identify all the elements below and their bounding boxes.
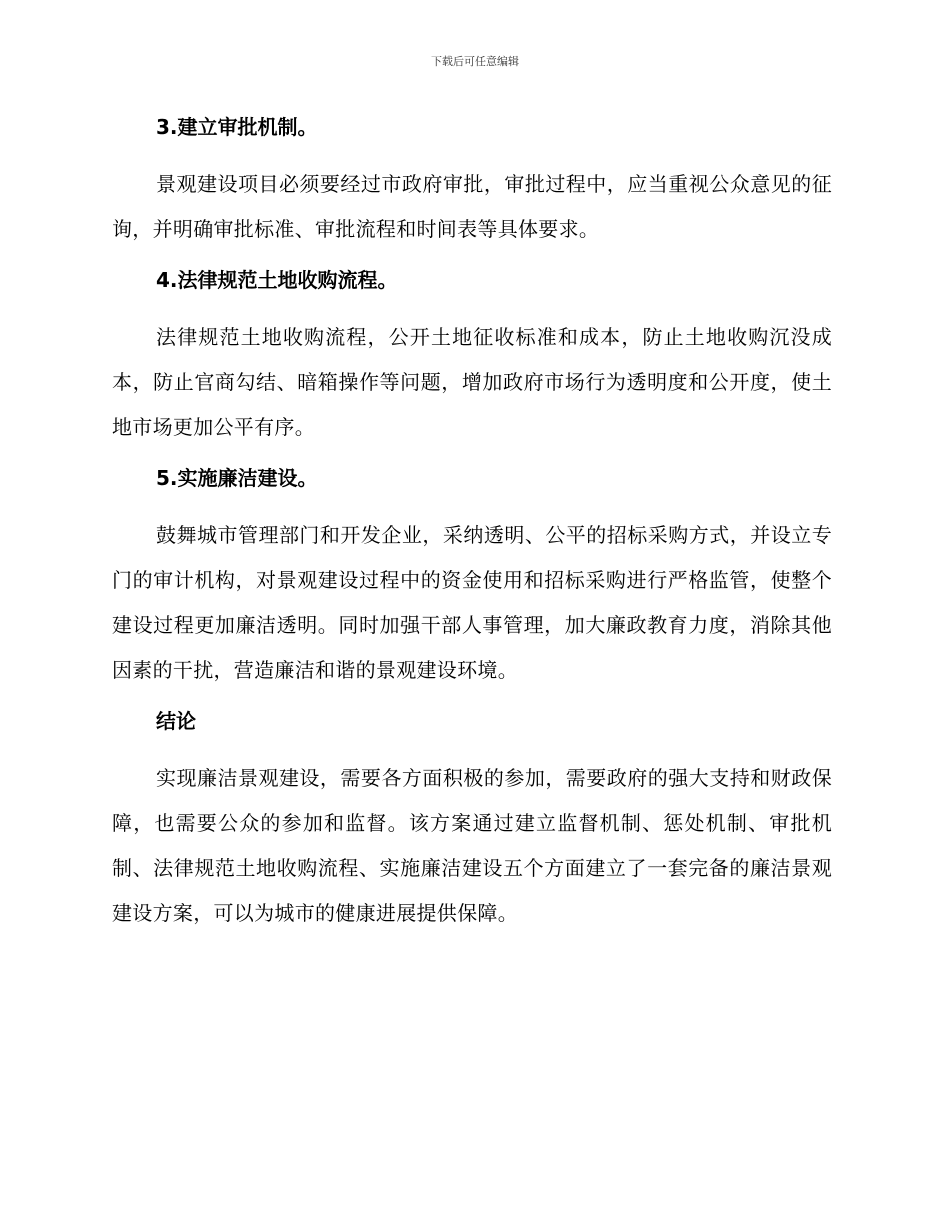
document-body [112,112,832,949]
section-paragraph: 实现廉洁景观建设，需要各方面积极的参加，需要政府的强大支持和财政保障，也需要公众的参加和监督。该方案通过建立监督机制、惩处机制、审批机制、法律规范土地收购流程、实施廉洁建设五个方面建立了一套完备的廉洁景观建设方案，可以为城市的健康进展提供保障。 [112,766,832,925]
section-heading: 结论 [156,709,196,733]
section-heading: 3.建立审批机制。 [156,115,318,139]
section-heading: 5.实施廉洁建设。 [156,466,318,490]
section-heading: 4.法律规范土地收购流程。 [156,268,398,292]
page-header-note: 下载后可任意编辑 [431,55,519,68]
section-land-acquisition [112,265,832,450]
section-conclusion [112,706,832,936]
section-paragraph: 法律规范土地收购流程，公开土地征收标准和成本，防止土地收购沉没成本，防止官商勾结、暗箱操作等问题，增加政府市场行为透明度和公开度，使土地市场更加公平有序。 [112,325,832,439]
section-paragraph: 景观建设项目必须要经过市政府审批，审批过程中，应当重视公众意见的征询，并明确审批标准、审批流程和时间表等具体要求。 [112,172,832,241]
section-approval [112,112,832,252]
section-integrity-construction [112,463,832,693]
section-paragraph: 鼓舞城市管理部门和开发企业，采纳透明、公平的招标采购方式，并设立专门的审计机构，对景观建设过程中的资金使用和招标采购进行严格监管，使整个建设过程更加廉洁透明。同时加强干部人事管理，加大廉政教育力度，消除其他因素的干扰，营造廉洁和谐的景观建设环境。 [112,523,832,682]
